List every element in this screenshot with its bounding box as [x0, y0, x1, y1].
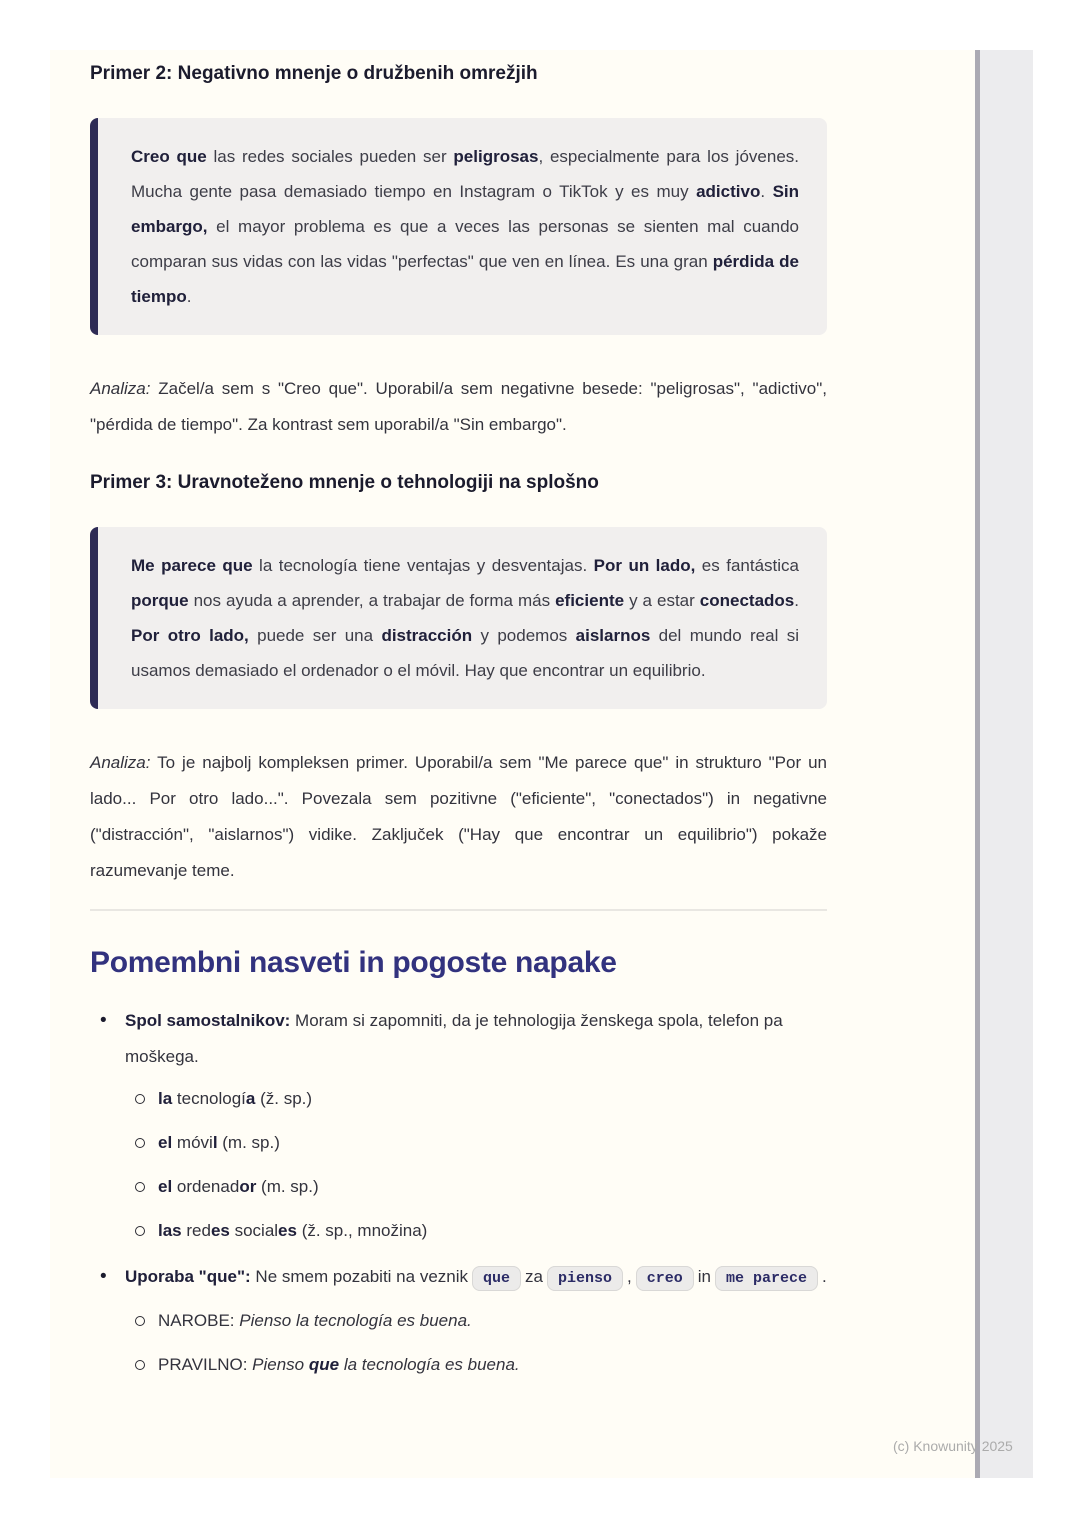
text-segment: (ž. sp., množina): [296, 1221, 428, 1240]
text-segment: es fantástica: [695, 556, 799, 575]
text-segment: To je najbolj kompleksen primer. Uporabil/a sem "Me parece que" in strukturo "Por un lado... Por otro lado...". Povezala sem pozitivne ("eficiente", "conectados") in negativne ("distracción", "aislarnos") vidike. Zaključek ("Hay que encontrar un equilibrio") pokaže razumevanje teme.: [90, 753, 827, 880]
code-chip: me parece: [715, 1266, 818, 1291]
text-segment: (m. sp.): [256, 1177, 319, 1196]
text-segment: Por otro lado,: [131, 626, 249, 645]
text-segment: el: [158, 1177, 173, 1196]
text-segment: NAROBE:: [158, 1311, 240, 1330]
section-heading-primer-2: Primer 2: Negativno mnenje o družbenih omrežjih: [90, 63, 538, 84]
text-segment: que: [308, 1355, 340, 1374]
text-segment: , especialmente para los jóvenes. Mucha gente pasa demasiado tiempo en Instagram o TikTok y es muy: [131, 147, 799, 201]
text-segment: la: [158, 1089, 173, 1108]
text-segment: or: [239, 1177, 257, 1196]
text-segment: el: [158, 1133, 173, 1152]
text-segment: social: [229, 1221, 279, 1240]
list-item-noun-gender: [90, 1003, 827, 1249]
text-segment: porque: [131, 591, 189, 610]
quote-block-primer-3: [90, 527, 827, 709]
sub-list-item: [125, 1347, 827, 1383]
text-segment: l: [212, 1133, 218, 1152]
text-segment: distracción: [381, 626, 473, 645]
quote-block-primer-2: [90, 118, 827, 335]
text-segment: y a estar: [624, 591, 700, 610]
next-page-edge: [975, 50, 1033, 1478]
text-segment: Creo que: [131, 147, 207, 166]
text-segment: (ž. sp.): [255, 1089, 313, 1108]
sub-list-item: [125, 1081, 827, 1117]
text-segment: (m. sp.): [217, 1133, 280, 1152]
text-segment: las: [158, 1221, 182, 1240]
text-segment: es: [278, 1221, 297, 1240]
analysis-paragraph-primer-3: [90, 745, 827, 889]
text-segment: y podemos: [472, 626, 576, 645]
text-segment: la tecnología es buena.: [339, 1355, 520, 1374]
text-segment: eficiente: [555, 591, 625, 610]
text-segment: móvi: [172, 1133, 213, 1152]
sub-list-item: [125, 1303, 827, 1339]
text-segment: Por un lado,: [593, 556, 696, 575]
text-segment: conectados: [699, 591, 795, 610]
watermark: (c) Knowunity 2025: [893, 1438, 1013, 1454]
text-segment: .: [186, 287, 192, 306]
list-item-text: [125, 1267, 827, 1286]
section-divider: [90, 909, 827, 911]
text-segment: el mayor problema es que a veces las personas se sienten mal cuando comparan sus vidas con las vidas "perfectas" que ven en línea. Es una gran: [131, 217, 799, 271]
list-item-text: [125, 1011, 783, 1066]
text-segment: a: [245, 1089, 256, 1108]
text-segment: za: [525, 1267, 543, 1286]
text-segment: Sin embargo,: [131, 182, 800, 236]
code-chip: pienso: [547, 1266, 623, 1291]
text-segment: Uporaba "que":: [125, 1267, 251, 1286]
text-segment: Moram si zapomniti, da je tehnologija ženskega spola, telefon pa moškega.: [125, 1011, 783, 1066]
que-usage-sub-list: [125, 1303, 827, 1383]
quote-text-primer-2: [131, 139, 799, 314]
text-segment: las redes sociales pueden ser: [206, 147, 454, 166]
text-segment: Analiza:: [90, 753, 151, 772]
text-segment: Pienso: [252, 1355, 309, 1374]
text-segment: .: [760, 182, 773, 201]
text-segment: Spol samostalnikov:: [125, 1011, 291, 1030]
tips-heading: Pomembni nasveti in pogoste napake: [90, 946, 617, 979]
text-segment: in: [697, 1267, 711, 1286]
text-segment: Ne smem pozabiti na veznik: [250, 1267, 469, 1286]
sub-list-item: [125, 1125, 827, 1161]
text-segment: la tecnología tiene ventajas y desventajas.: [252, 556, 594, 575]
text-segment: aislarnos: [575, 626, 651, 645]
code-chip: que: [472, 1266, 521, 1291]
text-segment: adictivo: [696, 182, 761, 201]
document-page: [50, 50, 975, 1478]
text-segment: ordenad: [172, 1177, 240, 1196]
list-item-que-usage: [90, 1259, 827, 1383]
sub-list-item: [125, 1169, 827, 1205]
text-segment: peligrosas: [453, 147, 539, 166]
code-chip: creo: [636, 1266, 694, 1291]
analysis-paragraph-primer-2: [90, 371, 827, 443]
text-segment: Me parece que: [131, 556, 253, 575]
quote-text-primer-3: [131, 548, 799, 688]
text-segment: pérdida de tiempo: [131, 252, 799, 306]
text-segment: .: [822, 1267, 827, 1286]
noun-gender-sub-list: [125, 1081, 827, 1249]
text-segment: del mundo real si usamos demasiado el ordenador o el móvil. Hay que encontrar un equilibrio.: [131, 626, 799, 680]
text-segment: .: [794, 591, 799, 610]
document-content: [90, 50, 827, 1393]
text-segment: ,: [627, 1267, 632, 1286]
text-segment: Analiza:: [90, 379, 151, 398]
text-segment: Začel/a sem s "Creo que". Uporabil/a sem negativne besede: "peligrosas", "adictivo", "pérdida de tiempo". Za kontrast sem uporabil/a "Sin embargo".: [90, 379, 827, 434]
text-segment: es: [210, 1221, 230, 1240]
text-segment: PRAVILNO:: [158, 1355, 253, 1374]
sub-list-item: [125, 1213, 827, 1249]
text-segment: nos ayuda a aprender, a trabajar de forma más: [188, 591, 556, 610]
section-heading-primer-3: Primer 3: Uravnoteženo mnenje o tehnologiji na splošno: [90, 472, 599, 493]
tips-list: [90, 1003, 827, 1383]
text-segment: puede ser una: [248, 626, 382, 645]
text-segment: red: [181, 1221, 211, 1240]
text-segment: Pienso la tecnología es buena.: [239, 1311, 472, 1330]
text-segment: tecnologí: [172, 1089, 246, 1108]
